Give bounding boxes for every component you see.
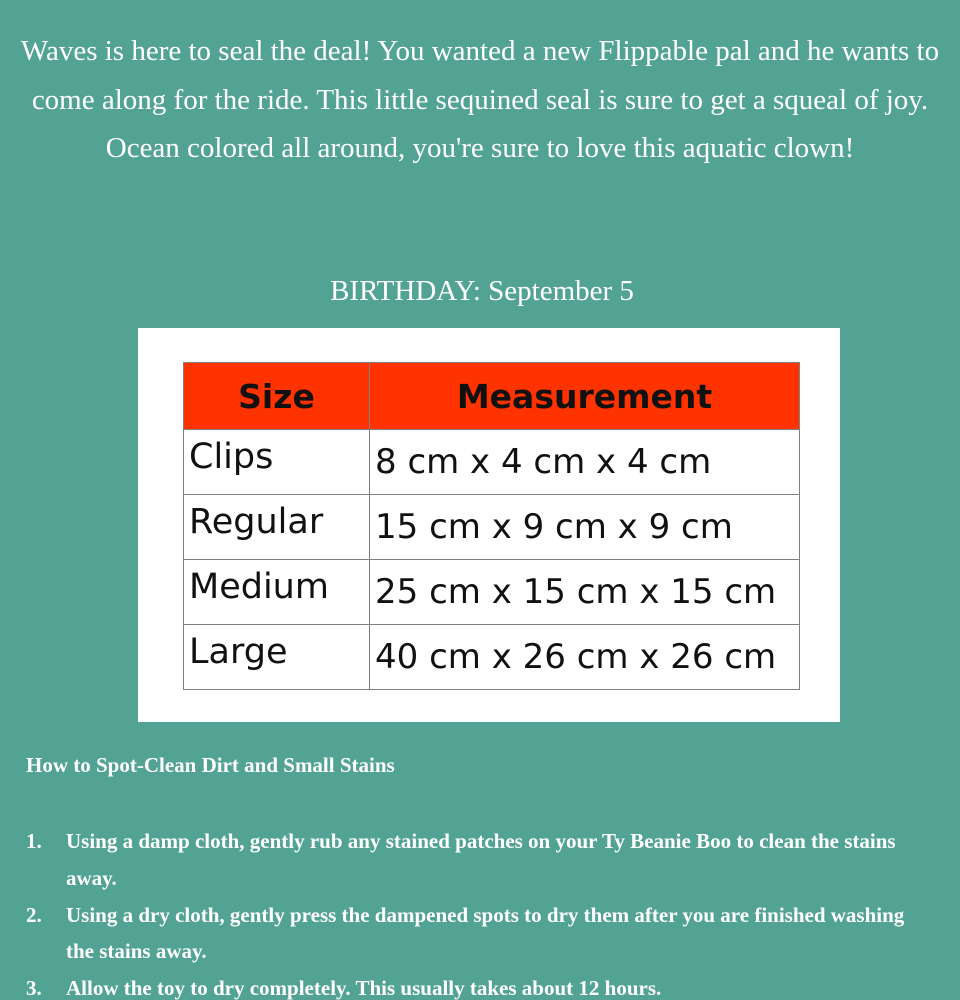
measurement-cell-large: 40 cm x 26 cm x 26 cm bbox=[370, 625, 800, 690]
step-text: Using a dry cloth, gently press the dampened spots to dry them after you are finished washing the stains away. bbox=[66, 902, 905, 964]
product-description: Waves is here to seal the deal! You wanted a new Flippable pal and he wants to come along for the ride. This little sequined seal is sure to get a squeal of joy. Ocean colored all around, you're sure to love this aquatic clown! bbox=[20, 35, 940, 164]
table-row bbox=[184, 495, 800, 560]
step-number: 1. bbox=[26, 829, 42, 853]
size-cell-medium: Medium bbox=[184, 560, 370, 625]
measurement-cell-medium: 25 cm x 15 cm x 15 cm bbox=[370, 560, 800, 625]
birthday-label: BIRTHDAY: September 5 bbox=[330, 275, 634, 307]
step-text: Using a damp cloth, gently rub any stained patches on your Ty Beanie Boo to clean the stains away. bbox=[66, 829, 896, 890]
step-number: 3. bbox=[26, 976, 42, 1000]
size-chart-table bbox=[183, 362, 800, 690]
table-row bbox=[184, 430, 800, 495]
size-chart-card bbox=[138, 328, 840, 722]
list-item bbox=[26, 823, 926, 897]
step-text: Allow the toy to dry completely. This usually takes about 12 hours. bbox=[66, 976, 662, 1000]
list-item bbox=[26, 897, 926, 971]
table-header-row bbox=[184, 363, 800, 430]
measurement-column-header: Measurement bbox=[370, 363, 800, 430]
size-cell-clips: Clips bbox=[184, 430, 370, 495]
size-cell-regular: Regular bbox=[184, 495, 370, 560]
list-item bbox=[26, 970, 926, 1000]
size-cell-large: Large bbox=[184, 625, 370, 690]
table-row bbox=[184, 560, 800, 625]
step-number: 2. bbox=[26, 902, 42, 927]
size-column-header: Size bbox=[184, 363, 370, 430]
care-steps-list bbox=[26, 823, 926, 1000]
table-row bbox=[184, 625, 800, 690]
measurement-cell-clips: 8 cm x 4 cm x 4 cm bbox=[370, 430, 800, 495]
care-heading: How to Spot-Clean Dirt and Small Stains bbox=[26, 753, 395, 777]
measurement-cell-regular: 15 cm x 9 cm x 9 cm bbox=[370, 495, 800, 560]
